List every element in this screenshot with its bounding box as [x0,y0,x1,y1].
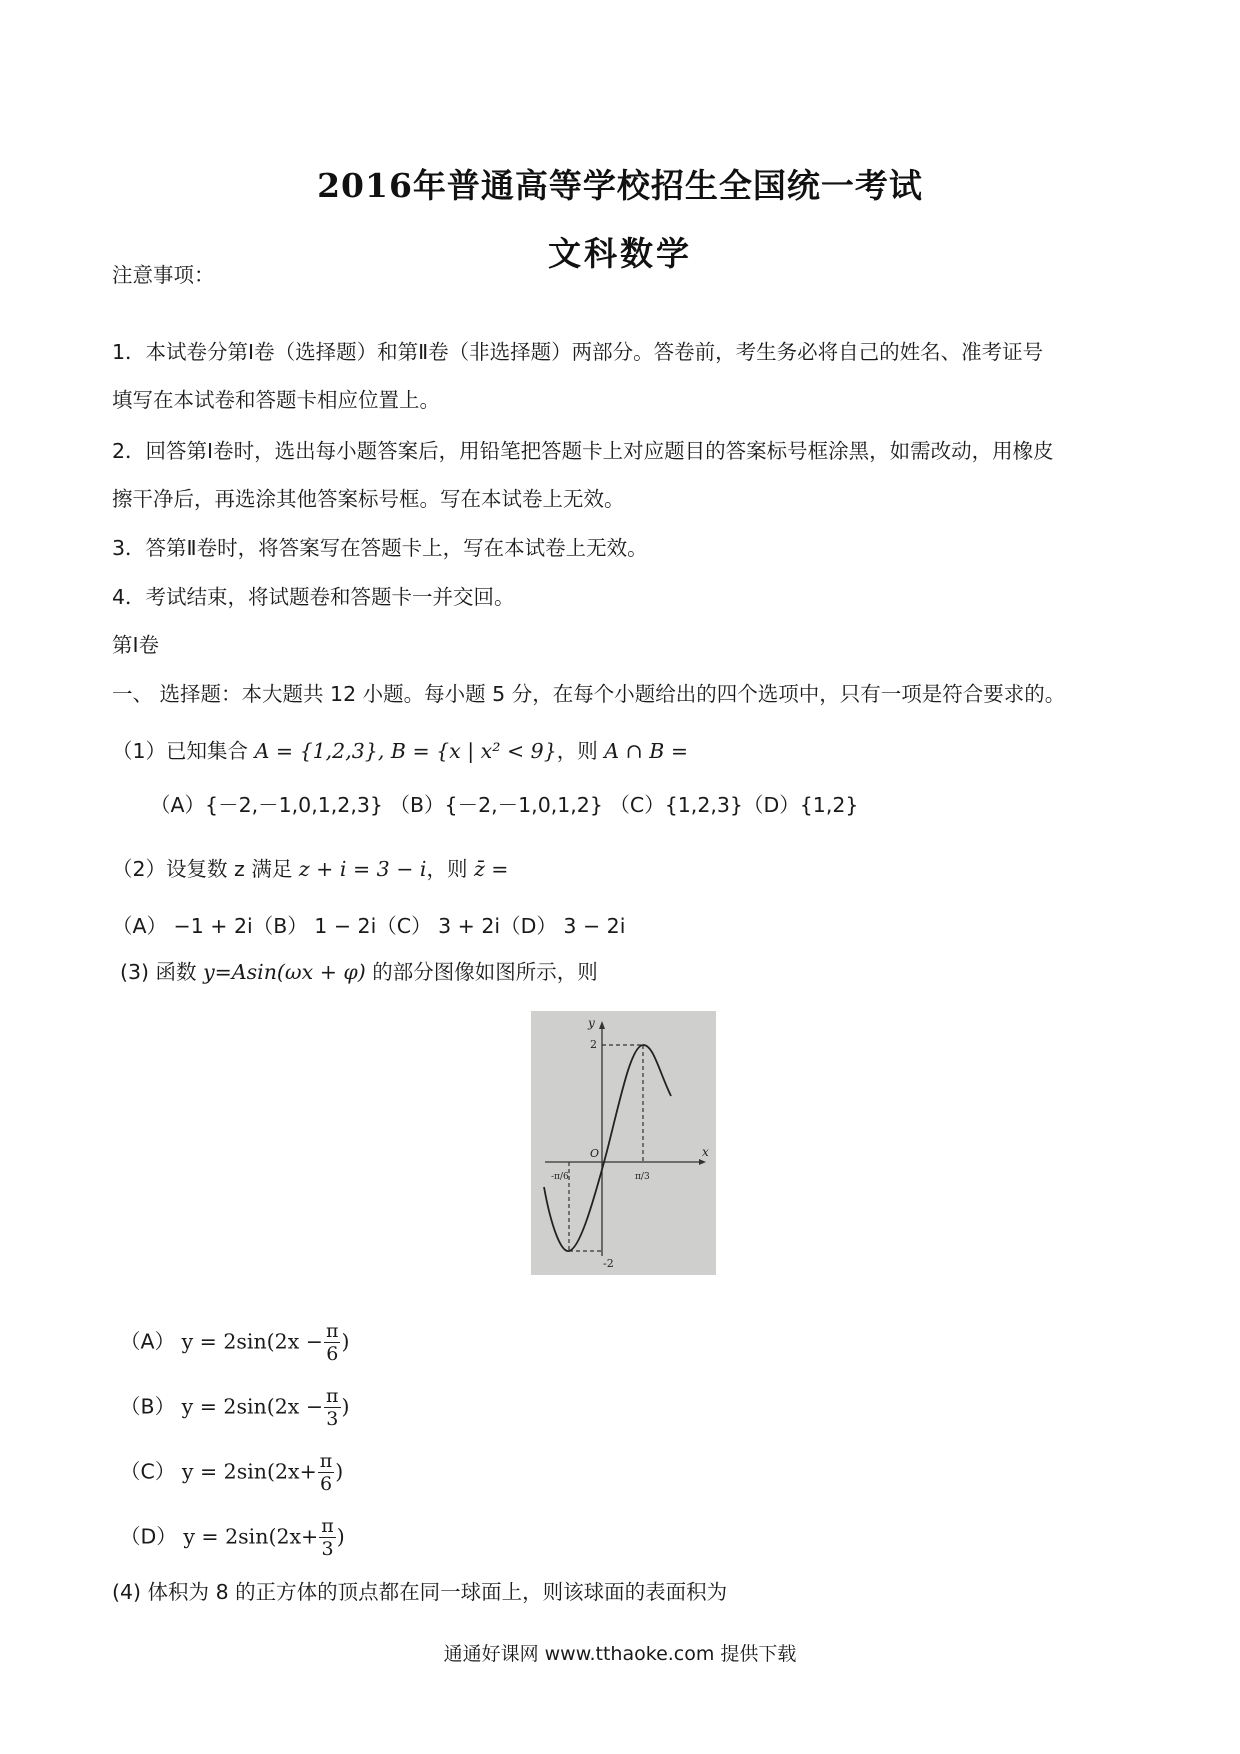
q2-options: （A） −1 + 2i（B） 1 − 2i（C） 3 + 2i（D） 3 − 2i [112,914,626,938]
right-tick-label: π/3 [635,1172,650,1182]
notice-item-2-cont: 擦干净后，再选涂其他答案标号框。写在本试卷上无效。 [112,487,625,511]
notice-item-1-cont: 填写在本试卷和答题卡相应位置上。 [112,388,440,412]
part-label: 第Ⅰ卷 [112,633,160,657]
q3-option-c-label: （C） [120,1459,176,1484]
origin-label: O [590,1147,600,1160]
question-2 [112,855,508,883]
sine-curve [544,1045,671,1251]
notice-item-4: 4．考试结束，将试题卷和答题卡一并交回。 [112,585,515,609]
q3-option-b-close: ) [341,1394,350,1419]
q3-option-a-label: （A） [120,1329,176,1354]
sine-graph-figure [531,1011,716,1275]
question-3 [120,958,598,986]
q1-set-b: B = {x | x² < 9} [390,739,557,763]
x-axis-arrow [699,1159,706,1165]
y-axis-arrow [599,1021,605,1029]
q3-option-b-den: 3 [326,1408,339,1430]
page-footer: 通通好课网 www.tthaoke.com 提供下载 [443,1643,797,1665]
q3-option-d-close: ) [336,1524,345,1549]
q3-option-c-fraction [318,1450,335,1495]
q3-option-c-close: ) [335,1459,344,1484]
q3-option-b [120,1385,350,1430]
section-header: 一、 选择题：本大题共 12 小题。每小题 5 分，在每个小题给出的四个选项中，只有一项是符合要求的。 [112,682,1066,706]
notice-item-3: 3．答第Ⅱ卷时，将答案写在答题卡上，写在本试卷上无效。 [112,536,648,560]
q3-option-b-fraction [324,1385,341,1430]
sine-graph [531,1011,716,1275]
q1-suffix: ，则 [556,739,605,763]
q3-option-d-fraction [319,1515,336,1560]
q3-option-d-label: （D） [120,1524,177,1549]
q3-suffix: 的部分图像如图所示，则 [365,960,598,984]
q3-option-a-expr: y = 2sin(2x − [181,1329,323,1354]
q2-suffix: ，则 [426,857,474,881]
q3-option-a-fraction [324,1320,341,1365]
q3-option-c-den: 6 [319,1473,333,1495]
y-axis-label: y [588,1016,595,1030]
q3-option-d-expr: y = 2sin(2x+ [183,1524,319,1549]
q3-prefix: (3) 函数 [120,960,204,984]
max-value-label: 2 [590,1038,597,1051]
q3-option-b-expr: y = 2sin(2x − [181,1394,324,1419]
q3-option-b-label: （B） [120,1394,176,1419]
q3-option-a-num: π [325,1320,339,1342]
q3-option-d-den: 3 [321,1538,334,1560]
q1-target: A ∩ B = [604,739,689,763]
left-tick-label: -π/6 [551,1172,569,1182]
min-value-label: -2 [603,1257,614,1270]
q1-set-a: A = {1,2,3}, [254,739,391,763]
q3-option-d-num: π [321,1515,334,1537]
q3-option-b-num: π [326,1385,339,1407]
exam-subtitle: 文科数学 [548,234,692,273]
q2-equation: z + i = 3 − i [298,857,427,881]
notice-item-2: 2．回答第Ⅰ卷时，选出每小题答案后，用铅笔把答题卡上对应题目的答案标号框涂黑，如需改动，用橡皮 [112,439,1054,463]
q3-option-c-num: π [319,1450,333,1472]
question-1 [112,737,688,765]
q3-function: y=Asin(ωx + φ) [203,960,366,984]
notice-item-1: 1．本试卷分第Ⅰ卷（选择题）和第Ⅱ卷（非选择题）两部分。答卷前，考生务必将自己的姓名、准考证号 [112,340,1044,364]
q3-option-a-den: 6 [326,1343,339,1365]
q3-option-c-expr: y = 2sin(2x+ [181,1459,317,1484]
question-4: (4) 体积为 8 的正方体的顶点都在同一球面上，则该球面的表面积为 [112,1580,728,1604]
q3-option-c [120,1450,343,1495]
notice-heading: 注意事项： [112,263,215,287]
exam-title: 2016年普通高等学校招生全国统一考试 [317,166,923,205]
q3-option-a-close: ) [341,1329,350,1354]
q3-option-d [120,1515,345,1560]
q1-options: （A）{－2,－1,0,1,2,3} （B）{－2,－1,0,1,2} （C）{1,2,3}（D）{1,2} [150,793,859,817]
q2-prefix: （2）设复数 z 满足 [112,857,299,881]
q3-option-a [120,1320,349,1365]
x-axis-label: x [702,1145,709,1159]
q1-prefix: （1）已知集合 [112,739,255,763]
q2-target: z̄ = [473,857,509,881]
